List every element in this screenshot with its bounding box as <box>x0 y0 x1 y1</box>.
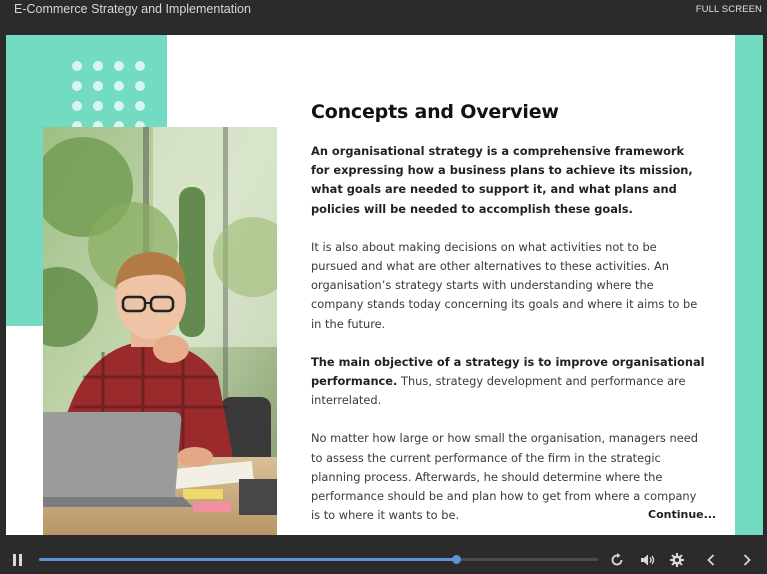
next-slide-button[interactable] <box>736 546 758 574</box>
pause-button[interactable] <box>8 546 28 574</box>
course-title: E-Commerce Strategy and Implementation <box>14 2 251 16</box>
decorative-dot <box>72 101 82 111</box>
volume-icon <box>640 553 655 567</box>
fullscreen-button[interactable]: FULL SCREEN <box>695 4 762 15</box>
replay-icon <box>610 553 624 567</box>
continue-link[interactable]: Continue... <box>648 508 717 521</box>
slide-heading: Concepts and Overview <box>311 101 559 123</box>
decorative-dot <box>135 101 145 111</box>
pause-icon <box>13 554 23 566</box>
slide-canvas <box>6 35 763 535</box>
decorative-dot <box>114 61 124 71</box>
decorative-dot <box>93 101 103 111</box>
objective-bold-text: The main objective of a strategy is to improve organisational performance. <box>311 354 705 389</box>
progress-handle[interactable] <box>452 555 461 564</box>
decorative-dot <box>135 61 145 71</box>
objective-paragraph <box>311 353 706 411</box>
decorative-dot <box>114 101 124 111</box>
settings-button[interactable] <box>666 546 688 574</box>
decorative-dot <box>93 61 103 71</box>
objective-rest-text: Thus, strategy development and performance are interrelated. <box>311 374 686 408</box>
chevron-right-icon <box>743 554 751 566</box>
replay-button[interactable] <box>606 546 628 574</box>
man-at-laptop-photo <box>43 127 277 535</box>
decorative-dot <box>72 81 82 91</box>
decorative-dot <box>93 81 103 91</box>
teal-accent-strip <box>735 35 763 535</box>
decisions-paragraph: It is also about making decisions on what activities not to be pursued and what are other alternatives to these activities. An organisation’s strategy starts with understanding where the company stands today concerning its goals and where it aims to be in the future. <box>311 239 698 331</box>
chevron-left-icon <box>707 554 715 566</box>
player-controls <box>0 546 767 574</box>
assessment-paragraph: No matter how large or how small the organisation, managers need to assess the current performance of the firm in the strategic planning process. Afterwards, he should determine where the performance should be and plan how to get from where a company is to where it wants to be. <box>311 431 698 523</box>
decorative-dot <box>135 81 145 91</box>
previous-slide-button[interactable] <box>700 546 722 574</box>
decorative-dot <box>72 61 82 71</box>
progress-bar[interactable] <box>39 558 598 561</box>
intro-paragraph: An organisational strategy is a comprehensive framework for expressing how a business plans to achieve its mission, what goals are needed to support it, and what plans and policies will be needed to accomplish these goals. <box>311 144 693 216</box>
slide-text <box>311 99 706 535</box>
progress-fill <box>39 558 456 561</box>
volume-button[interactable] <box>636 546 658 574</box>
gear-icon <box>670 553 684 567</box>
top-bar <box>0 0 767 34</box>
decorative-dot <box>114 81 124 91</box>
